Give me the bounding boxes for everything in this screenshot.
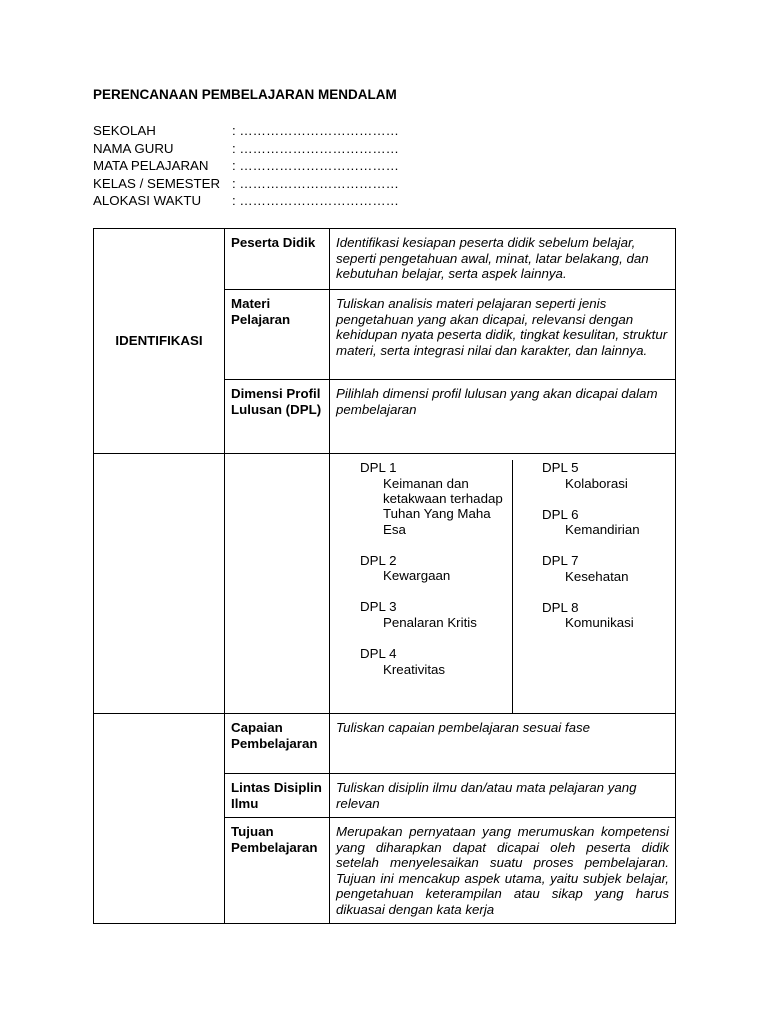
dpl-desc: Kesehatan xyxy=(565,568,629,584)
planning-table xyxy=(93,228,676,924)
section-identifikasi: IDENTIFIKASI xyxy=(94,229,225,454)
dpl-column-right xyxy=(513,460,640,713)
dpl-item xyxy=(360,553,512,584)
dpl-name: DPL 7 xyxy=(542,553,579,569)
dpl-item xyxy=(542,600,640,631)
dpl-name: DPL 4 xyxy=(360,646,397,661)
label-peserta-didik: Peserta Didik xyxy=(225,229,330,290)
dpl-options xyxy=(330,454,676,714)
field-label: SEKOLAH xyxy=(93,123,156,138)
section-spacer xyxy=(94,454,225,714)
dpl-desc: Komunikasi xyxy=(565,615,634,631)
section-desain xyxy=(94,714,225,924)
label-capaian: Capaian Pembelajaran xyxy=(225,714,330,774)
field-value: : ……………………………… xyxy=(232,123,399,138)
dpl-item xyxy=(542,507,640,538)
field-value: : ……………………………… xyxy=(232,140,399,156)
label-materi-pelajaran: Materi Pelajaran xyxy=(225,290,330,380)
field-label: NAMA GURU xyxy=(93,140,174,156)
field-label: ALOKASI WAKTU xyxy=(93,193,202,209)
desc-dpl: Pilihlah dimensi profil lulusan yang akan dicapai dalam pembelajaran xyxy=(330,380,676,454)
dpl-column-left xyxy=(330,460,513,713)
field-sekolah xyxy=(93,122,399,140)
dpl-desc: Kolaborasi xyxy=(565,475,628,491)
field-value: : ……………………………… xyxy=(232,175,399,191)
field-kelas-semester xyxy=(93,175,399,193)
dpl-name: DPL 2 xyxy=(360,552,397,568)
dpl-name: DPL 8 xyxy=(542,599,579,615)
field-label: KELAS / SEMESTER xyxy=(93,175,221,191)
dpl-item xyxy=(360,599,512,630)
desc-materi-pelajaran: Tuliskan analisis materi pelajaran seperti jenis pengetahuan yang akan dicapai, relevansi dengan kehidupan nyata peserta didik, tingkat kesulitan, struktur materi, serta integrasi nilai dan karakter, dan lainnya. xyxy=(330,290,676,380)
label-lintas-disiplin: Lintas Disiplin Ilmu xyxy=(225,774,330,818)
desc-peserta-didik: Identifikasi kesiapan peserta didik sebelum belajar, seperti pengetahuan awal, minat, latar belakang, dan kebutuhan belajar, serta aspek lainnya. xyxy=(330,229,676,290)
desc-tujuan: Merupakan pernyataan yang merumuskan kompetensi yang diharapkan dapat dicapai oleh peserta didik setelah menyelesaikan suatu proses pembelajaran. Tujuan ini mencakup aspek utama, yaitu subjek belajar, pengetahuan keterampilan atau sikap yang harus dikuasai dengan kata kerja xyxy=(330,818,676,924)
identity-fields xyxy=(93,122,399,210)
desc-lintas-disiplin: Tuliskan disiplin ilmu dan/atau mata pelajaran yang relevan xyxy=(330,774,676,818)
document-title: PERENCANAAN PEMBELAJARAN MENDALAM xyxy=(93,87,397,102)
dpl-desc: Kreativitas xyxy=(383,661,446,677)
dpl-desc: Kewargaan xyxy=(383,568,451,584)
label-dpl: Dimensi Profil Lulusan (DPL) xyxy=(225,380,330,454)
field-mata-pelajaran xyxy=(93,157,399,175)
dpl-desc: Keimanan dan ketakwaan terhadap Tuhan Yang Maha Esa xyxy=(383,475,503,537)
desc-capaian: Tuliskan capaian pembelajaran sesuai fase xyxy=(330,714,676,774)
field-value: : ……………………………… xyxy=(232,193,399,209)
field-alokasi-waktu xyxy=(93,192,399,210)
field-label: MATA PELAJARAN xyxy=(93,158,209,174)
field-nama-guru xyxy=(93,140,399,158)
dpl-label-blank xyxy=(225,454,330,714)
dpl-name: DPL 5 xyxy=(542,460,579,475)
dpl-item xyxy=(542,553,640,584)
dpl-desc: Penalaran Kritis xyxy=(383,615,477,630)
dpl-item xyxy=(360,646,512,677)
field-value: : ……………………………… xyxy=(232,158,399,174)
dpl-desc: Kemandirian xyxy=(565,522,640,538)
label-tujuan: Tujuan Pembelajaran xyxy=(225,818,330,924)
dpl-item xyxy=(360,460,512,537)
dpl-name: DPL 6 xyxy=(542,506,579,522)
dpl-name: DPL 1 xyxy=(360,460,397,475)
dpl-name: DPL 3 xyxy=(360,599,397,615)
dpl-item xyxy=(542,460,640,491)
